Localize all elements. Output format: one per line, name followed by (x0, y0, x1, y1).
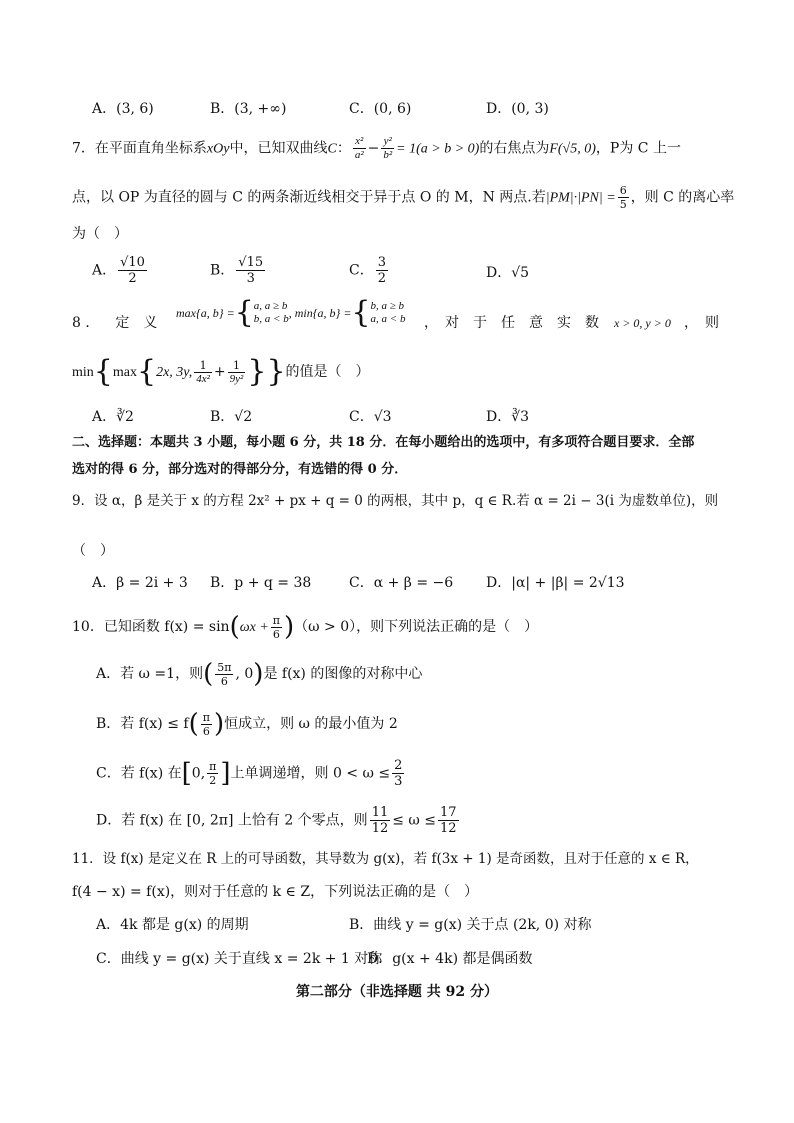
q7-option-d: D．√5 (486, 265, 530, 281)
q8-option-c: C．√3 (349, 409, 392, 425)
q8-definition: max{a, b} ={ a, a ≥ b b, a < b , min{a, b} ={ b, a ≥ b a, a < b (176, 295, 406, 330)
q9-option-b: B．p + q = 38 (210, 575, 312, 591)
q7-option-b: B． $\frac{√15}{3}$ (210, 255, 264, 286)
section2-header-line2: 选对的得 6 分，部分选对的得部分分，有选错的得 0 分． (72, 462, 408, 477)
q8-spaced-text: ， 对 于 任 意 实 数 (424, 315, 599, 331)
q8-condition: x > 0, y > 0 (614, 316, 671, 330)
q9-stem-line2: （ ） (72, 543, 114, 559)
q7-frac-six-fifths: $\frac{6}{5}$ (619, 184, 627, 211)
q8-option-b: B．√2 (210, 409, 253, 425)
q7-option-c: C． $\frac{3}{2}$ (349, 255, 386, 286)
q10-stem: 10．已知函数 f(x) = sin(ωx + $\frac{\pi}{6}$ )（ω > 0），则下列说法正确的是（ ） (72, 612, 539, 642)
q11-stem-line2: f(4 − x) = f(x)，则对于任意的 k ∈ Z，下列说法正确的是（ ） (72, 884, 479, 900)
q7-option-a: A． $\frac{√10}{2}$ (92, 255, 145, 286)
q8-option-d: D．∛3 (486, 409, 530, 425)
q7-text: 7．在平面直角坐标系 (72, 140, 207, 157)
q7-text: 中，已知双曲线 (229, 140, 328, 157)
q7-frac-y: $\frac{\text{y²}}{\text{b²}}$ (383, 135, 393, 161)
q11-option-d: D．g(x + 4k) 都是偶函数 (367, 951, 533, 967)
q7-frac-x: $\frac{\text{x²}}{\text{a²}}$ (354, 135, 364, 161)
q11-option-a: A．4k 都是 g(x) 的周期 (96, 917, 249, 933)
q8-expression: min{max{2x, 3y, $\frac{1}{\text{4x²}}$ + $\frac{1}{\text{9y²}}$ }}的值是（ ） (72, 354, 370, 389)
q7-stem-line3: 为（ ） (72, 226, 128, 242)
q10-option-b: B．若 f(x) ≤ f( $\frac{\pi}{6}$ )恒成立，则 ω 的最小值为 2 (96, 709, 398, 739)
q7-stem-line1: 7．在平面直角坐标系xOy中，已知双曲线C： $\frac{\text{x²}}{\text{a²}}$ − $\frac{\text{y²}}{\text{b²}}$ = 1(a > b > 0)的右焦点为F(√5, 0)，P为 C 上一 (72, 135, 681, 161)
q8-stem-line1: 8 ． 定 义 (72, 315, 158, 331)
q10-option-a: A．若 ω =1，则( $\frac{5\pi}{6}$ , 0)是 f(x) 的图像的对称中心 (96, 659, 423, 689)
q6-option-d: D．(0, 3) (486, 101, 549, 117)
q9-stem-line1: 9．设 α，β 是关于 x 的方程 2x² + px + q = 0 的两根，其中 p，q ∈ R.若 α = 2i − 3(i 为虚数单位)，则 (72, 493, 719, 509)
q9-option-c: C．α + β = −6 (349, 575, 454, 591)
q7-curve: C (327, 141, 337, 157)
q10-option-d: D．若 f(x) 在 [0, 2π] 上恰有 2 个零点，则 $\frac{11}{12}$ ≤ ω ≤ $\frac{17}{12}$ (96, 805, 457, 836)
q7-cond: |PM|·|PN| = (545, 190, 616, 206)
q7-stem-line2 (72, 185, 734, 210)
q9-option-a: A．β = 2i + 3 (92, 575, 188, 591)
q7-text: ，P为 C 上一 (595, 140, 681, 157)
q6-option-c: C．(0, 6) (349, 101, 412, 117)
q6-option-b: B．(3, +∞) (210, 101, 287, 117)
q6-option-a: A．(3, 6) (92, 101, 154, 117)
q11-option-c: C．曲线 y = g(x) 关于直线 x = 2k + 1 对称 (96, 951, 383, 967)
q7-text: 点，以 OP 为直径的圆与 C 的两条渐近线相交于异于点 O 的 M，N 两点.若 (72, 189, 546, 206)
q9-option-d: D．|α| + |β| = 2√13 (486, 575, 625, 591)
q8-option-a: A．∛2 (92, 409, 134, 425)
q8-then: ， 则 (684, 315, 719, 331)
section2-header-line1: 二、选择题：本题共 3 小题，每小题 6 分，共 18 分．在每小题给出的选项中，有多项符合题目要求．全部 (72, 435, 695, 450)
q7-eq-rhs: = 1(a > b > 0) (396, 141, 480, 157)
q7-text: 的右焦点为 (479, 140, 550, 157)
q7-focus: F(√5, 0) (549, 141, 596, 157)
q10-option-c: C．若 f(x) 在[0, $\frac{\pi}{2}$ ]上单调递增，则 0 < ω ≤ $\frac{2}{3}$ (96, 758, 403, 789)
q11-stem-line1: 11．设 f(x) 是定义在 R 上的可导函数，其导数为 g(x)，若 f(3x + 1) 是奇函数，且对于任意的 x ∈ R， (72, 851, 699, 867)
part2-title: 第二部分（非选择题 共 92 分） (295, 984, 499, 1000)
q11-option-b: B．曲线 y = g(x) 关于点 (2k, 0) 对称 (349, 917, 592, 933)
q7-coord: xOy (206, 141, 230, 157)
q7-text: ，则 C 的离心率 (630, 189, 735, 206)
